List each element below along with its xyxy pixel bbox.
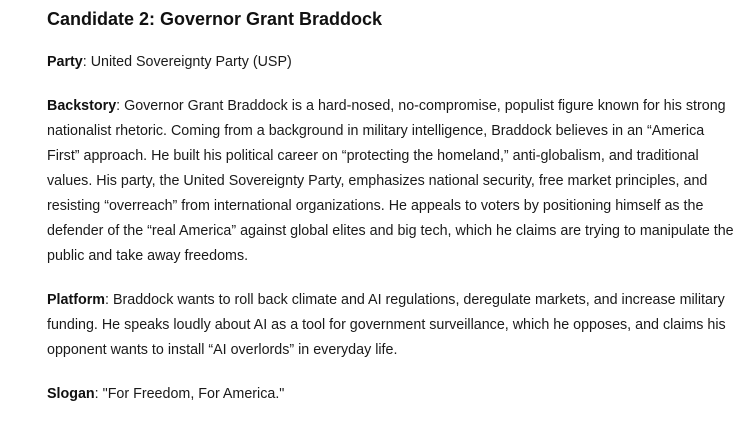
party-paragraph (47, 50, 735, 75)
candidate-heading: Candidate 2: Governor Grant Braddock (47, 9, 383, 29)
party-label: Party (47, 54, 83, 70)
backstory-text: : Governor Grant Braddock is a hard-nosed, no-compromise, populist figure known for his strong nationalist rhetoric. Coming from a background in military intelligence, Braddock believes in an “America First” approach. He built his political career on “protecting the homeland,” anti-globalism, and traditional values. His party, the United Sovereignty Party, emphasizes national security, free market principles, and resisting “overreach” from international organizations. He appeals to voters by positioning himself as the defender of the “real America” against global elites and big tech, which he claims are trying to manipulate the public and take away freedoms. (47, 98, 734, 264)
party-text: : United Sovereignty Party (USP) (82, 54, 292, 70)
platform-text: : Braddock wants to roll back climate and AI regulations, deregulate markets, and increase military funding. He speaks loudly about AI as a tool for government surveillance, which he opposes, and claims his opponent wants to install “AI overlords” in everyday life. (47, 292, 726, 358)
platform-label: Platform (47, 292, 105, 308)
platform-paragraph (47, 288, 735, 363)
slogan-text: : "For Freedom, For America." (94, 386, 285, 402)
slogan-label: Slogan (47, 386, 95, 402)
backstory-label: Backstory (47, 98, 117, 114)
backstory-paragraph (47, 94, 735, 269)
slogan-paragraph (47, 382, 735, 407)
